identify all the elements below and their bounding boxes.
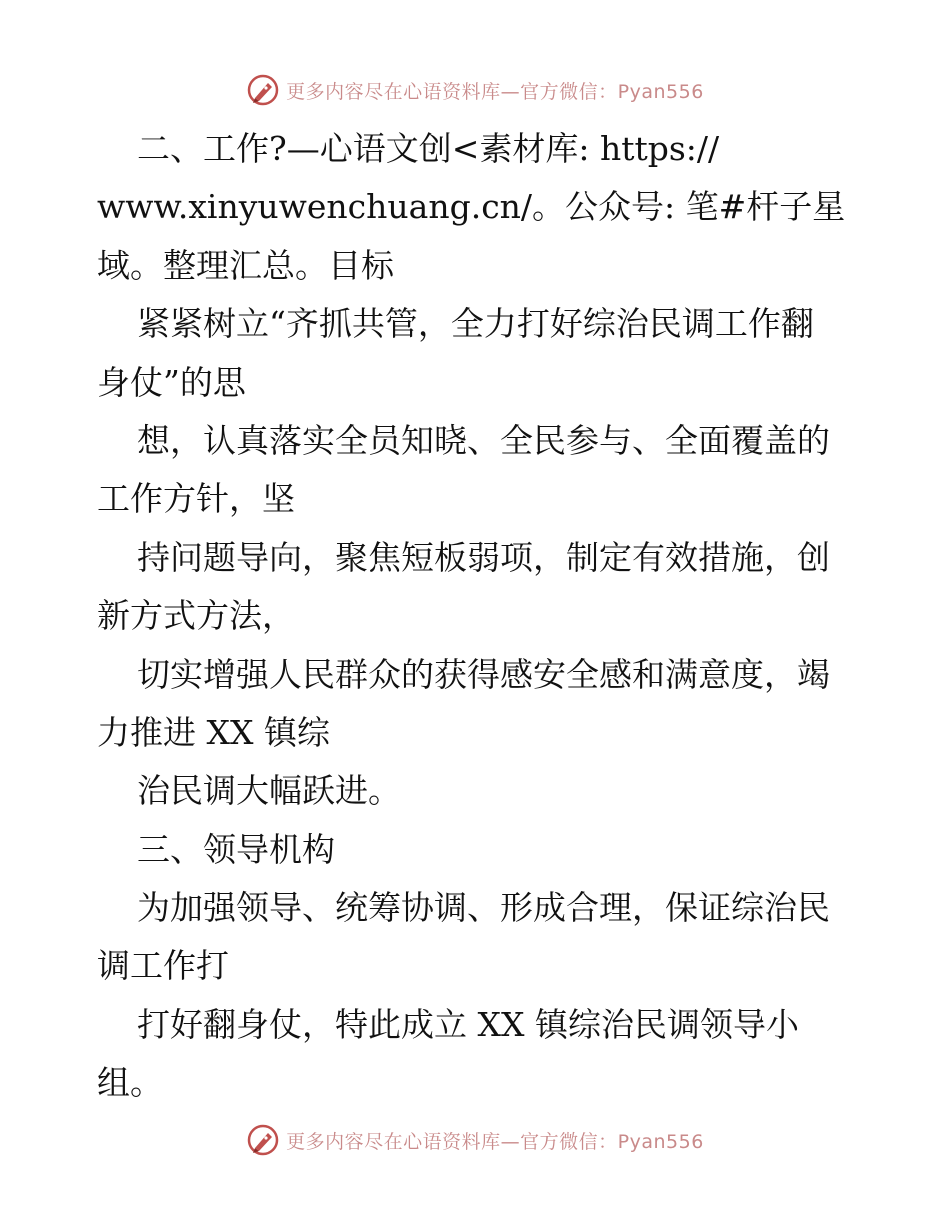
text-line: 新方式方法，	[97, 596, 295, 636]
text-line: 二、工作?—心语文创<素材库: https://	[137, 129, 720, 168]
text-line: www.xinyuwenchuang.cn/。公众号: 笔#杆子星	[97, 187, 846, 227]
footer-watermark	[0, 1120, 950, 1160]
watermark-text: 更多内容尽在心语资料库—官方微信：Pyan556	[286, 1130, 704, 1153]
document-body	[97, 120, 857, 1113]
text-line: 组。	[97, 1063, 163, 1103]
text-line: 工作方针，坚	[97, 479, 295, 519]
text-line: 域。整理汇总。目标	[97, 245, 394, 285]
pen-nib-logo-icon	[246, 73, 280, 107]
text-line: 紧紧树立“齐抓共管，全力打好综治民调工作翻	[137, 304, 814, 344]
text-line: 为加强领导、统筹协调、形成合理，保证综治民	[137, 888, 830, 928]
header-watermark	[0, 70, 950, 110]
text-line: 持问题导向，聚焦短板弱项，制定有效措施，创	[137, 537, 830, 577]
pen-nib-logo-icon	[246, 1123, 280, 1157]
section-heading: 三、领导机构	[137, 829, 335, 869]
text-line: 调工作打	[97, 946, 229, 986]
text-line: 治民调大幅跃进。	[137, 771, 401, 811]
text-line: 力推进 XX 镇综	[97, 712, 330, 752]
text-line: 身仗”的思	[97, 362, 246, 402]
text-line: 想，认真落实全员知晓、全民参与、全面覆盖的	[137, 420, 830, 460]
watermark-text: 更多内容尽在心语资料库—官方微信：Pyan556	[286, 80, 704, 103]
text-line: 切实增强人民群众的获得感安全感和满意度，竭	[137, 654, 830, 694]
text-line: 打好翻身仗，特此成立 XX 镇综治民调领导小	[137, 1004, 799, 1044]
